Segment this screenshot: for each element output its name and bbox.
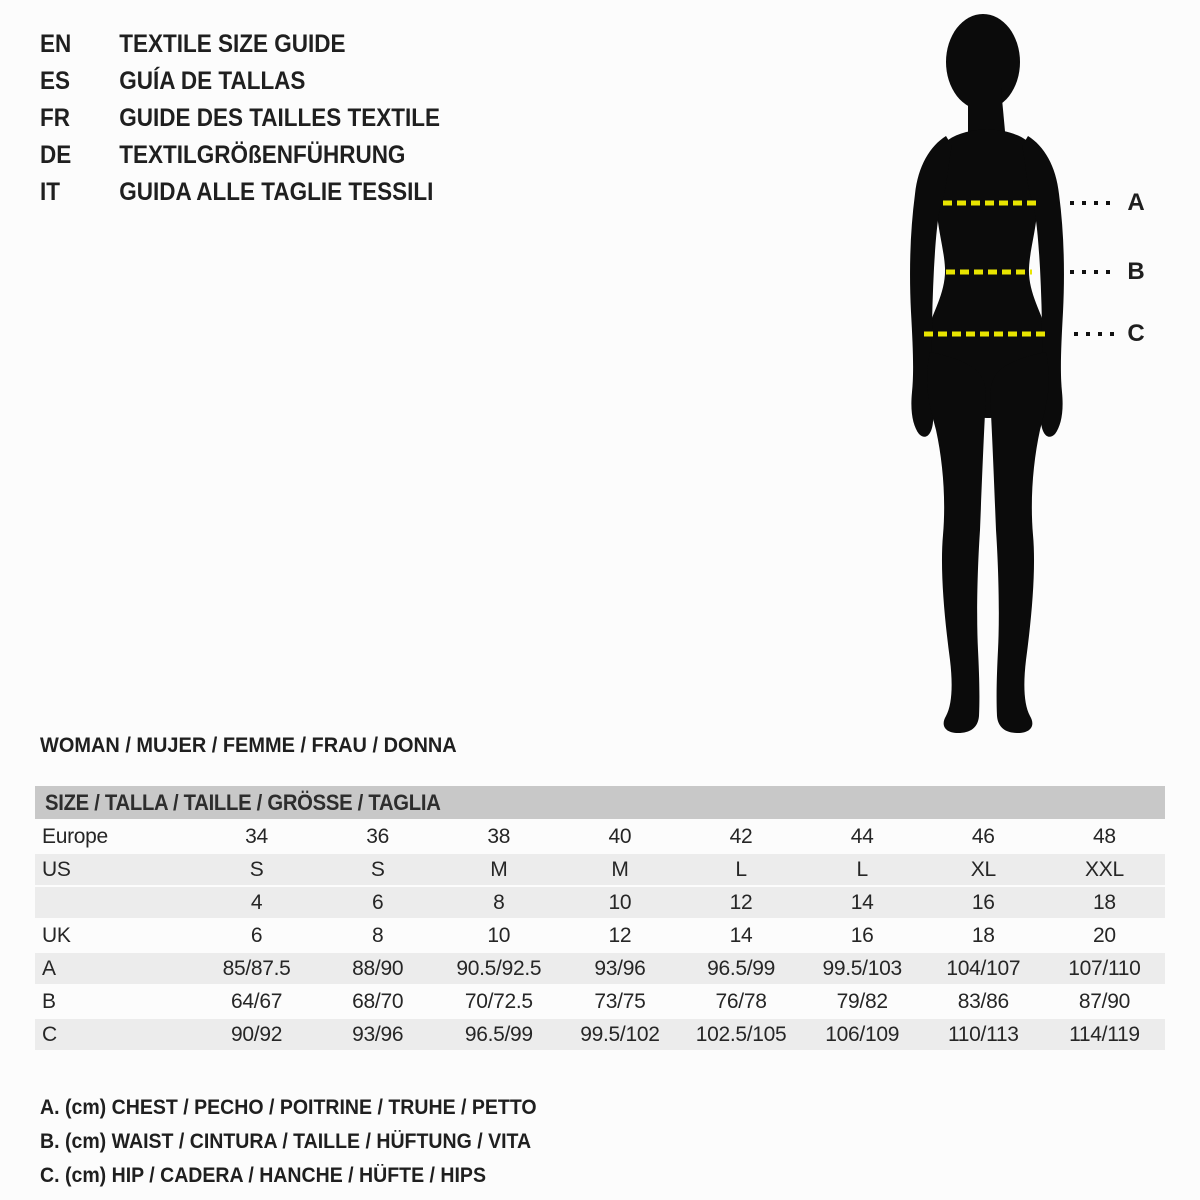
size-table — [35, 786, 1165, 1052]
size-cell: 96.5/99 — [464, 1022, 533, 1046]
size-cell: 70/72.5 — [464, 989, 533, 1013]
size-cell: 20 — [1093, 923, 1116, 947]
size-cell: 48 — [1093, 824, 1116, 848]
size-cell: 16 — [971, 890, 995, 914]
legend-hip: C. (cm) HIP / CADERA / HANCHE / HÜFTE / HIPS — [40, 1164, 486, 1187]
size-cell: 93/96 — [594, 956, 646, 980]
row-label: C — [42, 1022, 57, 1046]
size-cell: L — [856, 857, 868, 881]
size-cell: 107/110 — [1068, 956, 1141, 980]
table-row-europe — [35, 821, 1165, 852]
size-cell: 90/92 — [231, 1022, 283, 1046]
size-cell: 68/70 — [352, 989, 404, 1013]
size-cell: 83/86 — [957, 989, 1009, 1013]
size-cell: 46 — [971, 824, 995, 848]
size-cell: L — [735, 857, 747, 881]
lang-row-es — [40, 63, 440, 100]
size-cell: 18 — [1093, 890, 1116, 914]
size-cell: 38 — [487, 824, 511, 848]
size-cell: 64/67 — [231, 989, 283, 1013]
lang-code: ES — [40, 67, 71, 95]
size-cell: S — [249, 857, 264, 881]
size-cell: 87/90 — [1078, 989, 1130, 1013]
size-cell: 96.5/99 — [707, 956, 776, 980]
size-cell: 99.5/103 — [822, 956, 902, 980]
size-cell: 16 — [850, 923, 874, 947]
size-cell: 40 — [608, 824, 632, 848]
size-cell: M — [490, 857, 508, 881]
size-cell: 18 — [971, 923, 995, 947]
size-cell: XL — [970, 857, 996, 881]
table-row-us-numeric — [35, 887, 1165, 918]
section-title-woman: WOMAN / MUJER / FEMME / FRAU / DONNA — [40, 734, 457, 757]
size-cell: 104/107 — [946, 956, 1021, 980]
size-cell: 14 — [850, 890, 874, 914]
language-header — [40, 26, 485, 211]
legend-waist: B. (cm) WAIST / CINTURA / TAILLE / HÜFTUNG / VITA — [40, 1130, 532, 1153]
size-table-header-text: SIZE / TALLA / TAILLE / GRÖSSE / TAGLIA — [45, 789, 441, 815]
size-table-header — [35, 786, 1165, 819]
lang-title: GUIDE DES TAILLES TEXTILE — [119, 104, 441, 132]
woman-silhouette-icon — [888, 0, 1158, 745]
lang-row-de — [40, 137, 440, 174]
size-cell: 14 — [729, 923, 753, 947]
lang-code: IT — [40, 178, 60, 206]
size-cell: 44 — [850, 824, 874, 848]
marker-letter-b: B — [1127, 258, 1145, 285]
size-cell: 36 — [366, 824, 390, 848]
size-cell: 10 — [608, 890, 632, 914]
row-label: A — [42, 956, 56, 980]
lang-row-it — [40, 174, 440, 211]
table-row-us — [35, 854, 1165, 885]
size-cell: 73/75 — [594, 989, 646, 1013]
row-label: B — [42, 989, 56, 1013]
row-label: UK — [42, 923, 71, 947]
size-cell: 85/87.5 — [222, 956, 291, 980]
lang-code: FR — [40, 104, 70, 132]
lang-code: EN — [40, 30, 72, 58]
size-cell: 4 — [250, 890, 263, 914]
table-row-chest-a — [35, 953, 1165, 984]
size-cell: 76/78 — [715, 989, 767, 1013]
size-cell: 93/96 — [352, 1022, 404, 1046]
size-cell: 12 — [729, 890, 753, 914]
lang-row-fr — [40, 100, 440, 137]
silhouette-right-leg — [990, 352, 1049, 733]
size-cell: 102.5/105 — [695, 1022, 787, 1046]
size-cell: 34 — [245, 824, 268, 848]
size-cell: 8 — [493, 890, 505, 914]
lang-title: TEXTILE SIZE GUIDE — [119, 30, 346, 58]
size-cell: 114/119 — [1069, 1022, 1140, 1046]
lang-title: GUÍA DE TALLAS — [119, 67, 306, 95]
size-cell: 6 — [371, 890, 384, 914]
table-row-uk — [35, 920, 1165, 951]
size-cell: 8 — [371, 923, 384, 947]
size-cell: XXL — [1085, 857, 1124, 881]
size-cell: 42 — [729, 824, 753, 848]
silhouette-left-leg — [927, 352, 986, 733]
size-cell: 6 — [250, 923, 263, 947]
marker-letter-a: A — [1127, 189, 1145, 216]
row-label: US — [42, 857, 71, 881]
size-cell: M — [611, 857, 629, 881]
size-cell: 90.5/92.5 — [456, 956, 542, 980]
size-cell: 79/82 — [836, 989, 888, 1013]
size-cell: 110/113 — [947, 1022, 1019, 1046]
marker-letter-c: C — [1127, 320, 1145, 347]
size-cell: 10 — [487, 923, 511, 947]
table-row-waist-b — [35, 986, 1165, 1017]
size-cell: 12 — [608, 923, 632, 947]
measurement-legend — [40, 1091, 574, 1193]
lang-row-en — [40, 26, 440, 63]
row-label: Europe — [42, 824, 108, 848]
lang-code: DE — [40, 141, 72, 169]
size-cell: 88/90 — [352, 956, 404, 980]
table-row-hip-c — [35, 1019, 1165, 1050]
lang-title: GUIDA ALLE TAGLIE TESSILI — [119, 178, 434, 206]
size-cell: 106/109 — [825, 1022, 900, 1046]
size-cell: 99.5/102 — [580, 1022, 660, 1046]
lang-title: TEXTILGRÖßENFÜHRUNG — [119, 141, 406, 169]
legend-chest: A. (cm) CHEST / PECHO / POITRINE / TRUHE / PETTO — [40, 1096, 537, 1119]
size-cell: S — [370, 857, 385, 881]
